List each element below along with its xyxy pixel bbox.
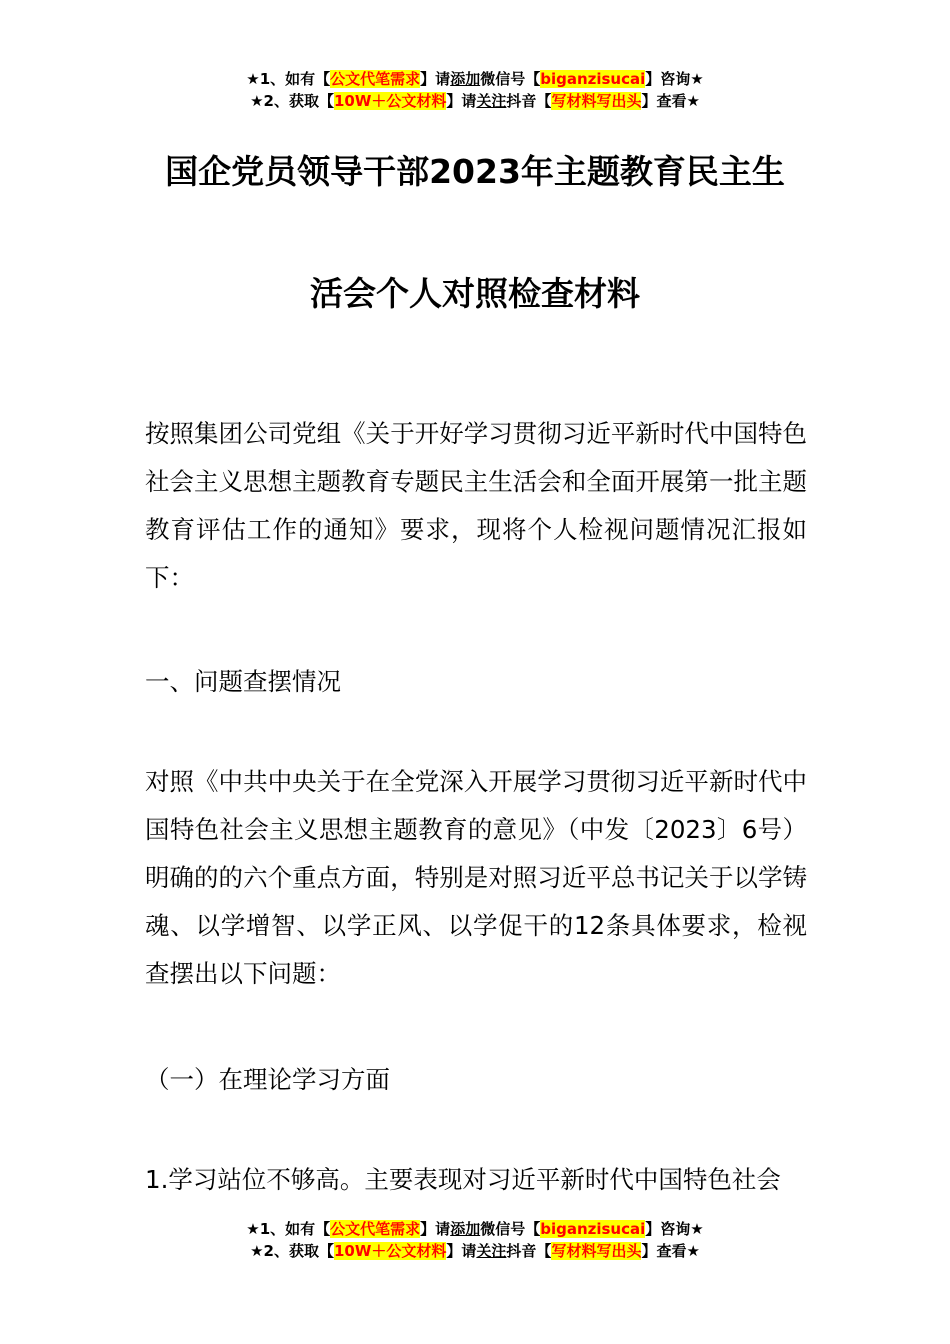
banner-text: 】请 [446,92,477,110]
banner-line-1 [0,68,950,90]
banner-underlined: 添加 [450,70,481,88]
top-banner [0,68,950,112]
body-paragraph: 1.学习站位不够高。主要表现对习近平新时代中国特色社会 [145,1165,781,1194]
document-title-line-1: 国企党员领导干部2023年主题教育民主生 [165,152,785,191]
body-paragraph: 对照《中共中央关于在全党深入开展学习贯彻习近平新时代中国特色社会主义思想主题教育的意见》（中发〔2023〕6号）明确的的六个重点方面，特别是对照习近平总书记关于以学铸魂、以学增智、以学正风、以学促干的12条具体要求，检视查摆出以下问题： [145,767,807,988]
banner-underlined: 关注 [476,92,507,110]
document-title-line-2: 活会个人对照检查材料 [310,274,640,313]
banner-text: 】请 [446,1242,477,1260]
banner-text: 】请 [420,70,451,88]
banner-line-2 [0,1240,950,1262]
banner-line-2 [0,90,950,112]
subsection-heading: （一）在理论学习方面 [145,1065,390,1094]
banner-text: ★1、如有【 [246,1220,331,1238]
section-heading: 一、问题查摆情况 [145,667,341,696]
banner-highlight: 公文代笔需求 [330,1220,421,1238]
banner-text: 抖音【 [506,1242,552,1260]
banner-text: ★1、如有【 [246,70,331,88]
banner-highlight: biganzisucai [540,1220,646,1238]
banner-highlight: biganzisucai [540,70,646,88]
banner-text: 】查看★ [641,92,700,110]
banner-text: 】咨询★ [645,70,704,88]
banner-text: ★2、获取【 [250,92,334,110]
banner-text: 抖音【 [506,92,552,110]
banner-highlight: 写材料写出头 [551,92,642,110]
banner-highlight: 10W＋公文材料 [333,1242,447,1260]
bottom-banner [0,1218,950,1262]
banner-text: 微信号【 [480,1220,541,1238]
banner-underlined: 添加 [450,1220,481,1238]
banner-text: 微信号【 [480,70,541,88]
banner-text: 】咨询★ [645,1220,704,1238]
banner-text: 】请 [420,1220,451,1238]
banner-text: ★2、获取【 [250,1242,334,1260]
banner-underlined: 关注 [476,1242,507,1260]
banner-highlight: 写材料写出头 [551,1242,642,1260]
intro-paragraph: 按照集团公司党组《关于开好学习贯彻习近平新时代中国特色社会主义思想主题教育专题民主生活会和全面开展第一批主题教育评估工作的通知》要求，现将个人检视问题情况汇报如下： [145,419,807,592]
banner-line-1 [0,1218,950,1240]
banner-highlight: 10W＋公文材料 [333,92,447,110]
banner-highlight: 公文代笔需求 [330,70,421,88]
banner-text: 】查看★ [641,1242,700,1260]
